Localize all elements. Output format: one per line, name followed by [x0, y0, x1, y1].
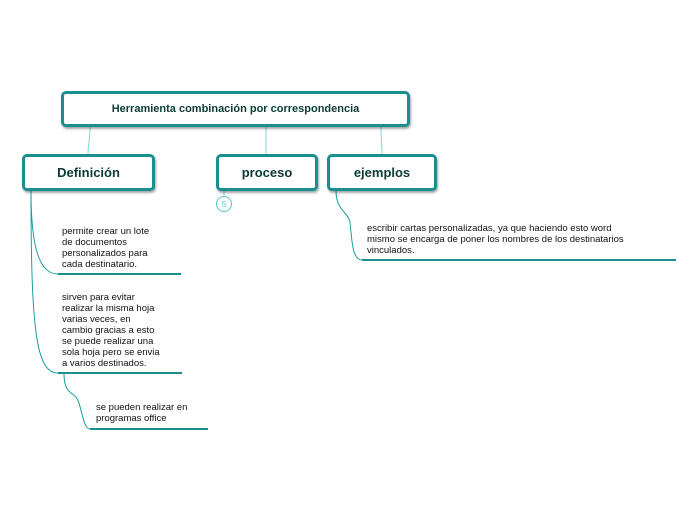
topic-definicion-label: Definición — [57, 165, 120, 180]
proceso-collapsed-count-badge[interactable] — [216, 196, 232, 212]
connector-root-ejemplos — [381, 127, 382, 154]
connector-def-note1 — [31, 191, 58, 274]
connector-ejemplos-note — [336, 191, 362, 260]
connector-note2-child — [64, 374, 90, 429]
topic-ejemplos[interactable] — [327, 154, 437, 191]
root-topic[interactable] — [61, 91, 410, 127]
note-definicion-2-child[interactable]: se pueden realizar en programas office — [96, 402, 188, 424]
note-definicion-1[interactable]: permite crear un lote de documentos personalizados para cada destinatario. — [62, 226, 150, 270]
connector-root-definicion — [88, 127, 90, 154]
note-definicion-2[interactable]: sirven para evitar realizar la misma hoja varias veces, en cambio gracias a esto se puede realizar una sola hoja pero se envia a varios destinados. — [62, 292, 160, 369]
topic-proceso[interactable] — [216, 154, 318, 191]
root-topic-label: Herramienta combinación por correspondencia — [111, 103, 360, 115]
note-ejemplos-1[interactable]: escribir cartas personalizadas, ya que haciendo esto word mismo se encarga de poner los nombres de los destinatarios vinculados. — [367, 223, 624, 256]
topic-proceso-label: proceso — [241, 165, 293, 180]
topic-definicion[interactable] — [22, 154, 155, 191]
topic-ejemplos-label: ejemplos — [353, 165, 411, 180]
connector-def-note2 — [31, 191, 58, 373]
proceso-collapsed-count: 5 — [221, 199, 227, 209]
